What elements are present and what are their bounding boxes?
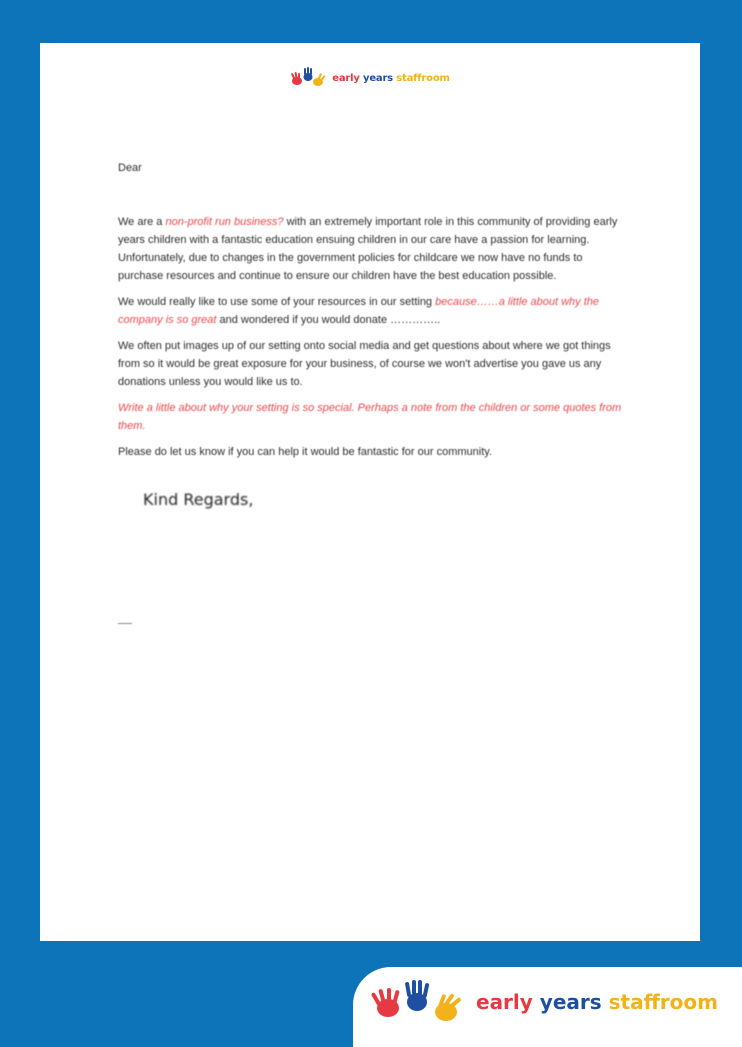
brand-word-years: years [363, 72, 393, 84]
placeholder-business-type: non-profit run business? [165, 216, 284, 228]
letter-page [40, 43, 700, 941]
closing: Kind Regards, [143, 490, 254, 509]
signature-line [118, 623, 132, 624]
paragraph-1-start: We are a [118, 216, 166, 228]
paragraph-2-rest: and wondered if you would donate ………….. [216, 314, 441, 326]
paragraph-5: Please do let us know if you can help it would be fantastic for our community. [118, 446, 492, 458]
paragraph-2 [118, 293, 623, 329]
paragraph-3: We often put images up of our setting onto social media and get questions about where we got things from so it would be great exposure for your business, of course we won't advertise you gave us any donations unless you would like us to. [118, 340, 611, 388]
handprints-icon [290, 67, 326, 89]
brand-word-years: years [539, 990, 602, 1014]
paragraph-2-start: We would really like to use some of your resources in our setting [118, 296, 436, 308]
brand-word-staffroom: staffroom [608, 990, 718, 1014]
brand-word-early: early [476, 990, 533, 1014]
greeting: Dear [118, 162, 142, 174]
placeholder-company-reason: because……a little about why the company is so great [118, 296, 599, 326]
brand-word-staffroom: staffroom [396, 72, 450, 84]
footer-logo [368, 980, 718, 1024]
placeholder-setting-special: Write a little about why your setting is so special. Perhaps a note from the children or some quotes from them. [118, 402, 622, 432]
header-logo [40, 67, 700, 89]
brand-word-early: early [332, 72, 360, 84]
handprints-icon [368, 980, 466, 1024]
footer-brand-name [476, 990, 718, 1014]
letter-body [118, 159, 623, 509]
header-brand-name [332, 73, 449, 84]
paragraph-1-rest: with an extremely important role in this community of providing early years children with a fantastic education ensuing children in our care have a passion for learning. Unfortunately, due to changes in the government policies for childcare we now have no funds to purchase resources and continue to ensure our children have the best education possible. [118, 216, 618, 282]
paragraph-1 [118, 213, 623, 285]
